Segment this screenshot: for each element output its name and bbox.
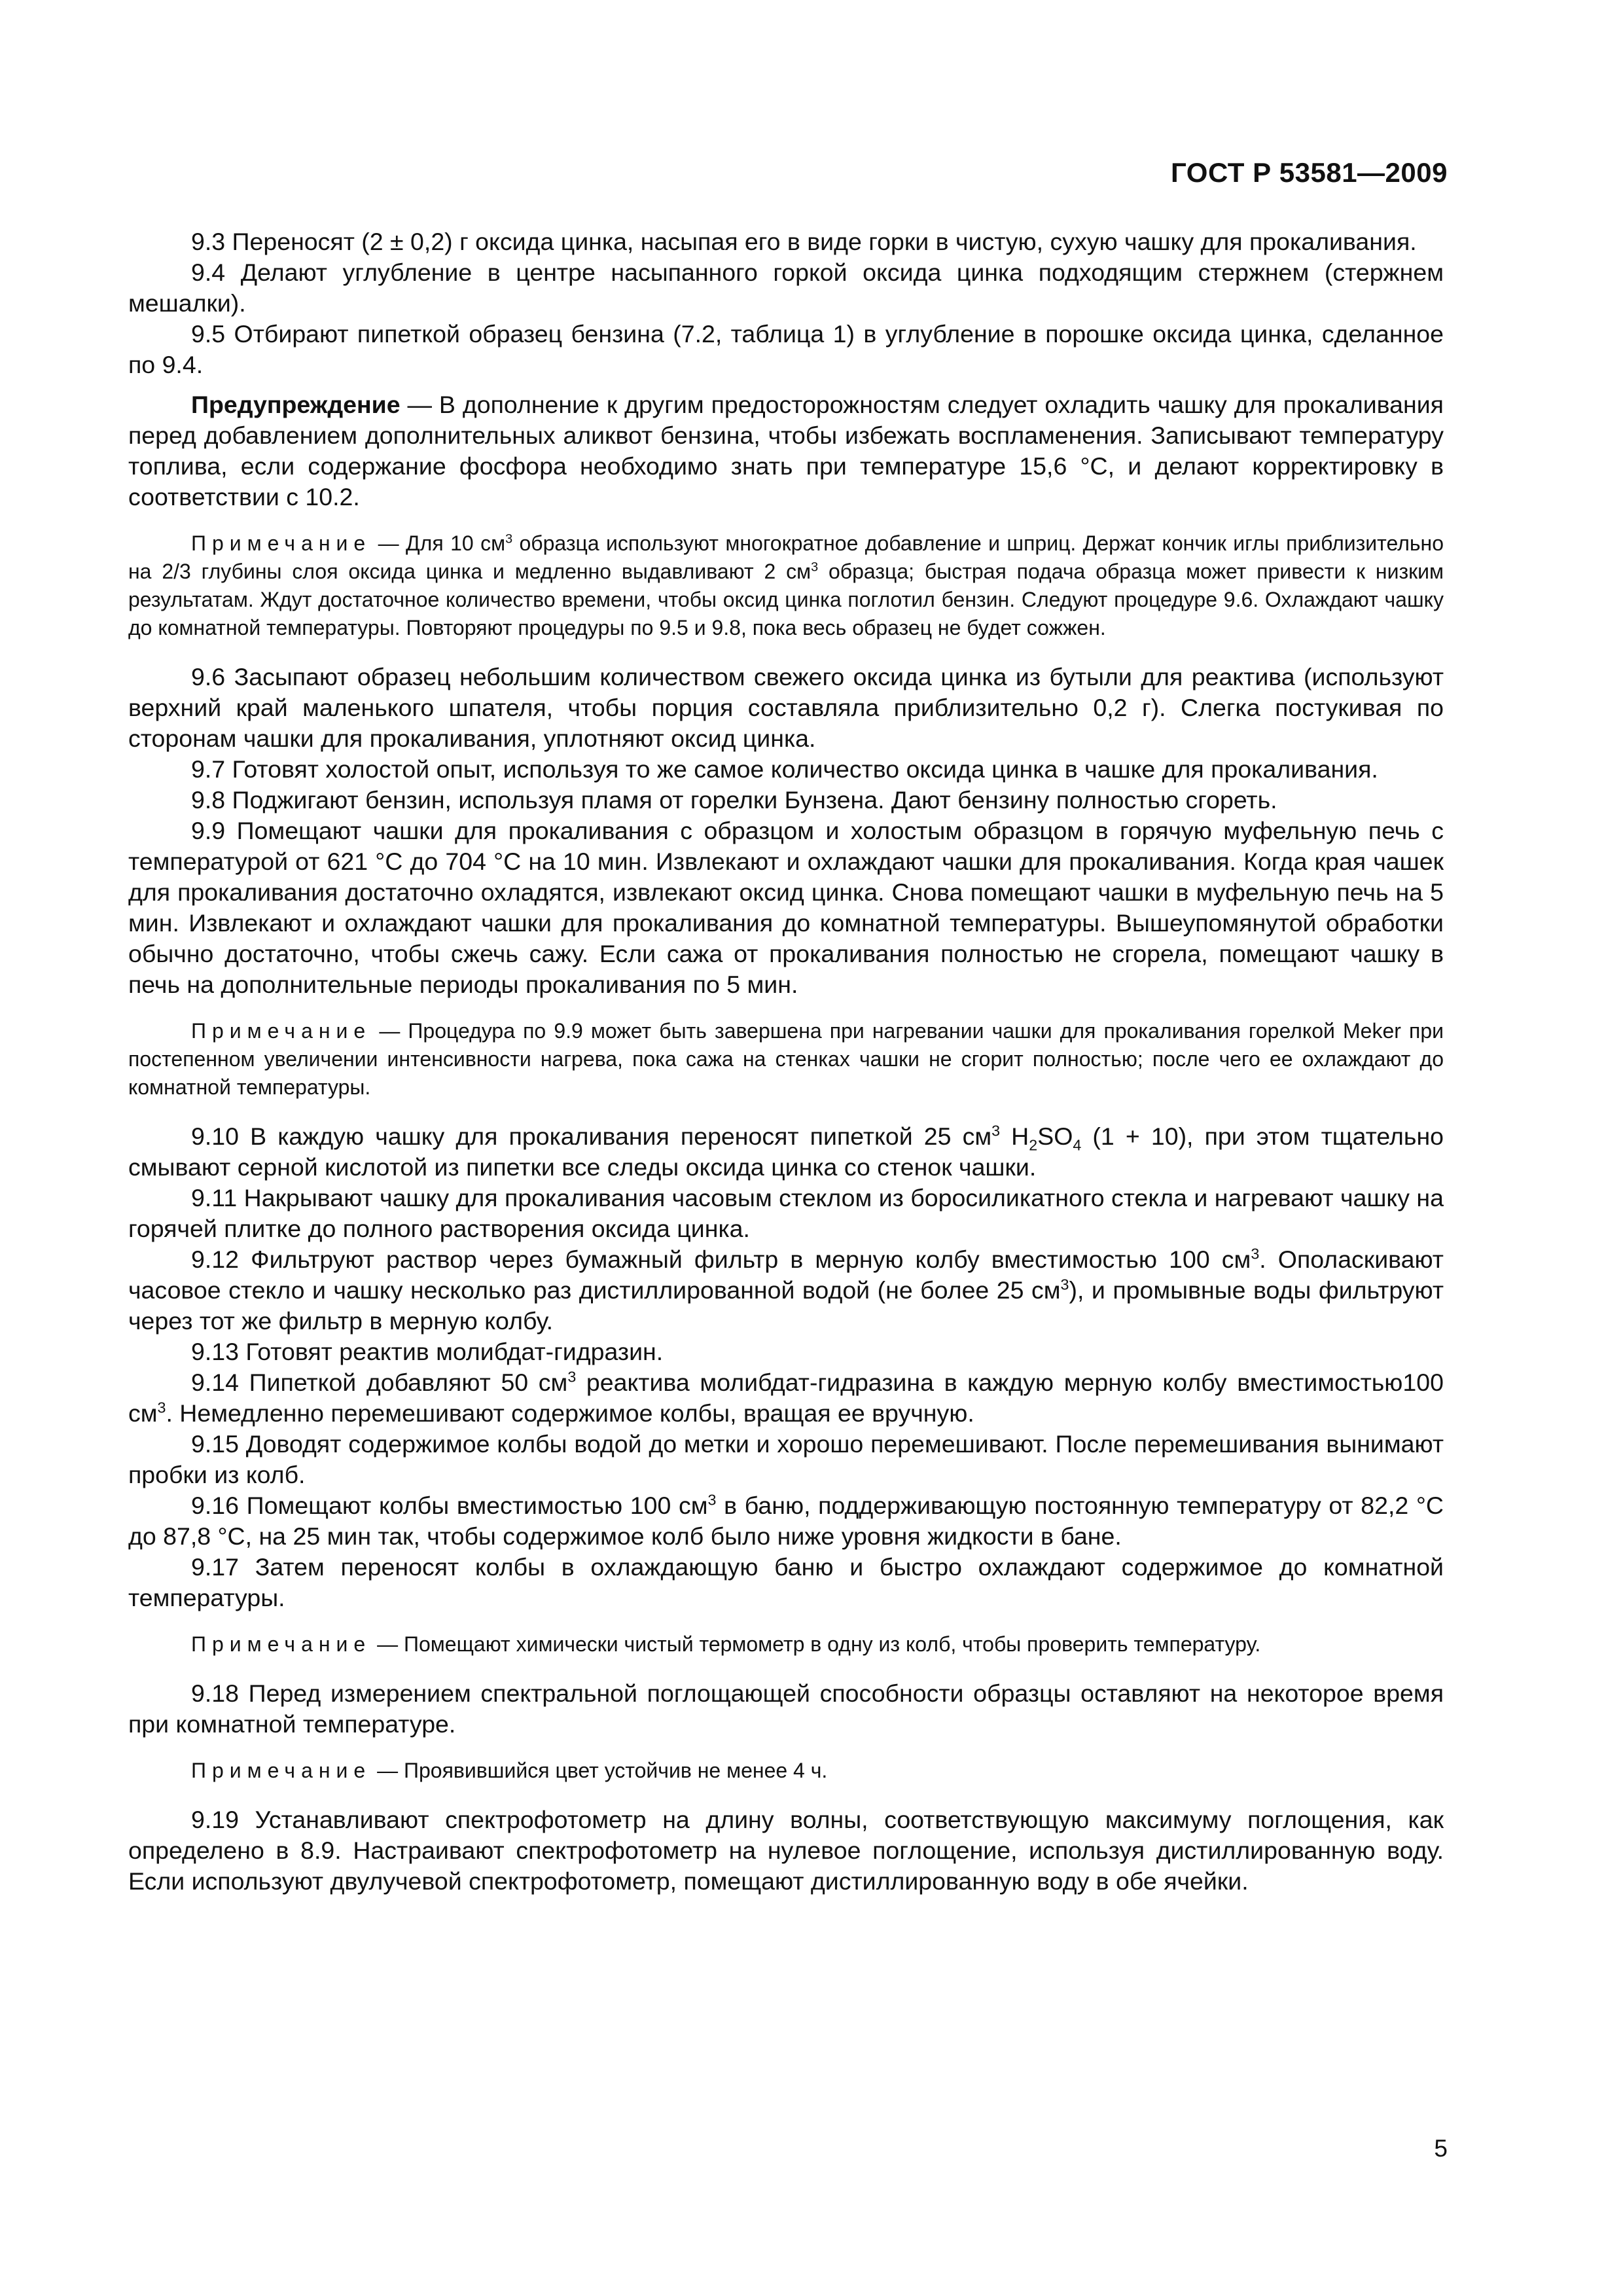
clause-9-16 [128,1490,1444,1552]
superscript-3: 3 [991,1122,1001,1139]
clause-9-10-text-d: (1 + 10), при этом тщательно смывают серной кислотой из пипетки все следы оксида цинка со стенок чашки. [128,1122,1444,1181]
clause-9-12-text-c: ), и промывные воды фильтруют через тот же фильтр в мерную колбу. [128,1276,1444,1335]
note-3 [128,1630,1444,1659]
clause-9-18: 9.18 Перед измерением спектральной поглощающей способности образцы оставляют на некоторое время при комнатной температуре. [128,1679,1444,1738]
note-label: Примечание [191,1632,372,1656]
warning-paragraph [128,389,1444,512]
clause-9-19: 9.19 Устанавливают спектрофотометр на длину волны, соответствующую максимуму поглощения, как определено в 8.9. Настраивают спектрофотометр на нулевое поглощение, используя дистиллированную воду. Если используют двулучевой спектрофотометр, помещают дистиллированную воду в обе ячейки. [128,1806,1444,1895]
superscript-3: 3 [567,1368,577,1386]
note-2 [128,1017,1444,1102]
note-1-text-c: образца; быстрая подача образца может привести к низким результатам. Ждут достаточное количество времени, чтобы оксид цинка поглотил бензин. Следуют процедуре 9.6. Охлаждают чашку до комнатной температуры. Повторяют процедуры по 9.5 и 9.8, пока весь образец не будет сожжен. [128,560,1444,639]
note-4-text: — Проявившийся цвет устойчив не менее 4 ч. [371,1759,828,1782]
subscript-2: 2 [1029,1136,1038,1154]
note-label: Примечание [191,531,372,555]
clause-9-12 [128,1244,1444,1336]
clause-9-6: 9.6 Засыпают образец небольшим количеством свежего оксида цинка из бутыли для реактива (используют верхний край маленького шпателя, чтобы порция составляла приблизительно 0,2 г). Слегка постукивая по сторонам чашки для прокаливания, уплотняют оксид цинка. [128,663,1444,752]
warning-label: Предупреждение [191,391,401,418]
note-1 [128,529,1444,642]
clause-9-15: 9.15 Доводят содержимое колбы водой до метки и хорошо перемешивают. После перемешивания вынимают пробки из колб. [128,1430,1444,1488]
note-3-text: — Помещают химически чистый термометр в одну из колб, чтобы проверить температуру. [371,1632,1261,1656]
clause-9-3: 9.3 Переносят (2 ± 0,2) г оксида цинка, насыпая его в виде горки в чистую, сухую чашку для прокаливания. [191,228,1417,255]
superscript-3: 3 [811,560,819,575]
clause-9-9: 9.9 Помещают чашки для прокаливания с образцом и холостым образцом в горячую муфельную печь с температурой от 621 °С до 704 °С на 10 мин. Извлекают и охлаждают чашки для прокаливания. Когда края чашек для прокаливания достаточно охладятся, извлекают оксид цинка. Снова помещают чашки в муфельную печь на 5 мин. Извлекают и охлаждают чашки для прокаливания до комнатной температуры. Вышеупомянутой обработки обычно достаточно, чтобы сжечь сажу. Если сажа от прокаливания полностью не сгорела, помещают чашку в печь на дополнительные периоды прокаливания по 5 мин. [128,817,1444,998]
page-number: 5 [1434,2135,1448,2162]
clause-9-14-text-a: 9.14 Пипеткой добавляют 50 см [191,1369,568,1396]
clause-9-4: 9.4 Делают углубление в центре насыпанного горкой оксида цинка подходящим стержнем (стержнем мешалки). [128,259,1444,317]
clause-9-16-text-a: 9.16 Помещают колбы вместимостью 100 см [191,1492,708,1519]
clause-9-14-text-b: реактива молибдат-гидразина в каждую мерную колбу вместимостью100 см [128,1369,1444,1427]
clause-9-17: 9.17 Затем переносят колбы в охлаждающую баню и быстро охлаждают содержимое до комнатной температуры. [128,1553,1444,1611]
clause-9-10 [128,1121,1444,1183]
superscript-3: 3 [707,1491,717,1509]
note-1-text-b: образца используют многократное добавление и шприц. Держат кончик иглы приблизительно на 2/3 глубины слоя оксида цинка и медленно выдавливают 2 см [128,531,1444,583]
subscript-4: 4 [1073,1136,1082,1154]
clause-9-11: 9.11 Накрывают чашку для прокаливания часовым стеклом из боросиликатного стекла и нагревают чашку на горячей плитке до полного растворения оксида цинка. [128,1184,1444,1242]
clause-9-7: 9.7 Готовят холостой опыт, используя то же самое количество оксида цинка в чашке для прокаливания. [191,755,1378,783]
clause-9-10-text-b: H [1000,1122,1029,1150]
superscript-3: 3 [505,531,513,547]
superscript-3: 3 [1251,1245,1260,1263]
note-4 [128,1757,1444,1785]
clause-9-14 [128,1367,1444,1429]
clause-9-12-text-a: 9.12 Фильтруют раствор через бумажный фильтр в мерную колбу вместимостью 100 см [191,1246,1251,1273]
clause-9-13: 9.13 Готовят реактив молибдат-гидразин. [191,1338,664,1365]
clause-9-14-text-c: . Немедленно перемешивают содержимое колбы, вращая ее вручную. [166,1399,974,1427]
note-label: Примечание [191,1759,372,1782]
note-2-text: — Процедура по 9.9 может быть завершена при нагревании чашки для прокаливания горелкой Meker при постепенном увеличении интенсивности нагрева, пока сажа на стенках чашки не сгорит полностью; после чего ее охлаждают до комнатной температуры. [128,1019,1444,1099]
note-label: Примечание [191,1019,372,1043]
clause-9-10-text-a: 9.10 В каждую чашку для прокаливания переносят пипеткой 25 см [191,1122,992,1150]
clause-9-10-text-c: SO [1037,1122,1073,1150]
document-body [128,226,1444,1897]
clause-9-12-text-b: . Ополаскивают часовое стекло и чашку несколько раз дистиллированной водой (не более 25 см [128,1246,1444,1304]
warning-text: — В дополнение к другим предосторожностям следует охладить чашку для прокаливания перед добавлением дополнительных аликвот бензина, чтобы избежать воспламенения. Записывают температуру топлива, если содержание фосфора необходимо знать при температуре 15,6 °С, и делают корректировку в соответствии с 10.2. [128,391,1444,511]
superscript-3: 3 [1060,1276,1069,1293]
clause-9-16-text-b: в баню, поддерживающую постоянную температуру от 82,2 °С до 87,8 °С, на 25 мин так, чтобы содержимое колб было ниже уровня жидкости в бане. [128,1492,1444,1550]
clause-9-5: 9.5 Отбирают пипеткой образец бензина (7.2, таблица 1) в углубление в порошке оксида цинка, сделанное по 9.4. [128,320,1444,378]
clause-9-8: 9.8 Поджигают бензин, используя пламя от горелки Бунзена. Дают бензину полностью сгореть. [191,786,1277,814]
document-header: ГОСТ Р 53581—2009 [1171,157,1448,188]
note-1-text-a: — Для 10 см [371,531,506,555]
superscript-3: 3 [157,1399,166,1416]
